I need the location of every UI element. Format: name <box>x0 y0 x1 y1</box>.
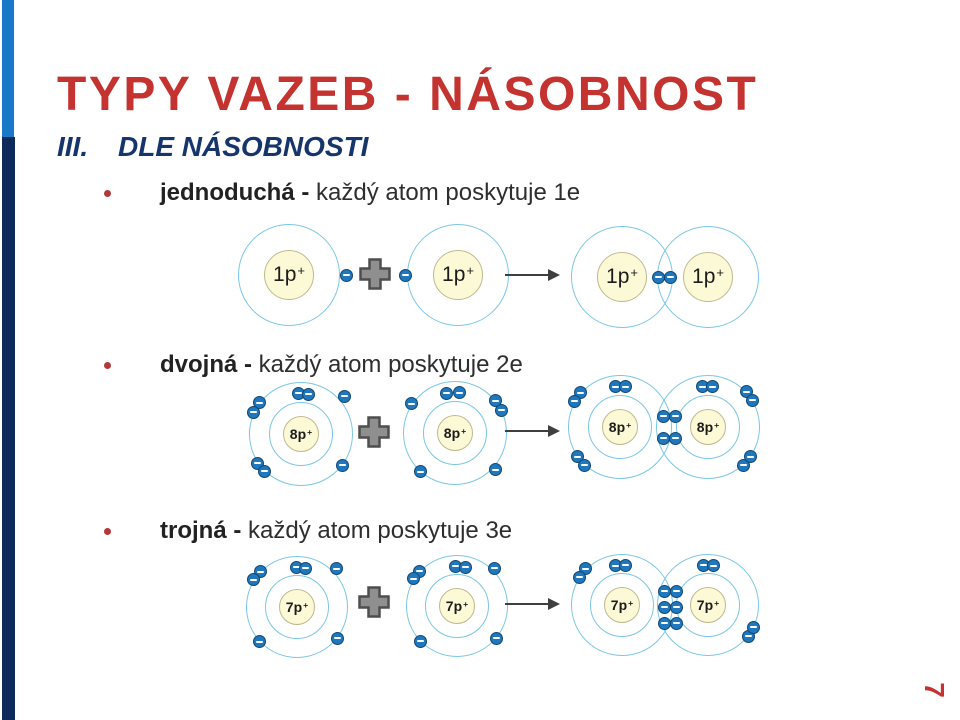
bullet-term: jednoduchá - <box>160 179 310 206</box>
electron-icon <box>490 632 503 645</box>
nucleus <box>437 415 473 451</box>
nucleus-charge: + <box>716 265 724 281</box>
electron-icon <box>657 410 670 423</box>
nucleus-label: 1p+ <box>273 263 305 286</box>
nucleus-charge: + <box>297 263 305 279</box>
nucleus-label: 7p+ <box>610 597 634 613</box>
nucleus-label: 1p+ <box>606 265 638 288</box>
nucleus-charge: + <box>461 426 467 437</box>
nucleus-charge: + <box>303 600 309 611</box>
nucleus-charge: + <box>628 598 634 609</box>
arrow-icon <box>548 425 560 437</box>
electron-icon <box>414 465 427 478</box>
page-number: 7 <box>919 682 950 698</box>
plus-icon <box>356 584 392 620</box>
electron-icon <box>670 585 683 598</box>
arrow-icon <box>548 598 560 610</box>
electron-icon <box>744 450 757 463</box>
electron-icon <box>495 404 508 417</box>
electron-icon <box>330 562 343 575</box>
nucleus-charge: + <box>463 599 469 610</box>
nucleus-label: 7p+ <box>696 597 720 613</box>
nucleus-charge: + <box>630 265 638 281</box>
section-numeral: III. <box>57 131 89 162</box>
electron-icon <box>247 406 260 419</box>
electron-icon <box>669 432 682 445</box>
electron-icon <box>399 269 412 282</box>
electron-icon <box>657 432 670 445</box>
nucleus-label: 7p+ <box>285 599 309 615</box>
nucleus-label: 8p+ <box>696 419 720 435</box>
electron-icon <box>619 559 632 572</box>
nucleus <box>283 416 319 452</box>
nucleus <box>597 252 647 302</box>
electron-icon <box>459 561 472 574</box>
electron-icon <box>488 562 501 575</box>
electron-icon <box>747 621 760 634</box>
electron-icon <box>658 617 671 630</box>
electron-icon <box>658 585 671 598</box>
plus-icon <box>356 414 392 450</box>
electron-icon <box>706 380 719 393</box>
bullet-text: každý atom poskytuje 2e <box>252 351 523 378</box>
electron-icon <box>440 387 453 400</box>
nucleus-charge: + <box>714 598 720 609</box>
nucleus-label: 8p+ <box>443 425 467 441</box>
electron-icon <box>658 601 671 614</box>
nucleus-charge: + <box>626 420 632 431</box>
nucleus <box>602 409 638 445</box>
electron-icon <box>652 271 665 284</box>
electron-icon <box>573 571 586 584</box>
nucleus <box>683 252 733 302</box>
slide-title: TYPY VAZEB - NÁSOBNOST <box>57 68 759 122</box>
nucleus-label: 8p+ <box>289 426 313 442</box>
arrow-icon <box>548 269 560 281</box>
electron-icon <box>302 388 315 401</box>
bullet-text: každý atom poskytuje 3e <box>241 517 513 544</box>
nucleus-label: 8p+ <box>608 419 632 435</box>
electron-icon <box>568 395 581 408</box>
electron-icon <box>489 463 502 476</box>
nucleus-charge: + <box>466 263 474 279</box>
electron-icon <box>664 271 677 284</box>
electron-icon <box>746 394 759 407</box>
electron-icon <box>338 390 351 403</box>
plus-icon <box>357 256 393 292</box>
nucleus <box>690 587 726 623</box>
nucleus <box>279 589 315 625</box>
electron-icon <box>669 410 682 423</box>
arrow-line <box>505 274 550 276</box>
arrow-line <box>505 430 550 432</box>
electron-icon <box>414 635 427 648</box>
nucleus <box>439 588 475 624</box>
section-heading: DLE NÁSOBNOSTI <box>118 131 369 162</box>
nucleus <box>264 250 314 300</box>
bullet-text: každý atom poskytuje 1e <box>309 179 581 206</box>
nucleus-charge: + <box>714 420 720 431</box>
electron-icon <box>670 601 683 614</box>
nucleus-label: 1p+ <box>692 265 724 288</box>
nucleus <box>690 409 726 445</box>
electron-icon <box>670 617 683 630</box>
nucleus-label: 7p+ <box>445 598 469 614</box>
nucleus-label: 1p+ <box>442 263 474 286</box>
electron-icon <box>578 459 591 472</box>
electron-icon <box>340 269 353 282</box>
nucleus <box>433 250 483 300</box>
electron-icon <box>336 459 349 472</box>
nucleus-charge: + <box>307 427 313 438</box>
nucleus <box>604 587 640 623</box>
electron-icon <box>453 386 466 399</box>
bullet-term: trojná - <box>160 517 242 544</box>
arrow-line <box>505 603 550 605</box>
electron-icon <box>331 632 344 645</box>
bullet-term: dvojná - <box>160 351 253 378</box>
